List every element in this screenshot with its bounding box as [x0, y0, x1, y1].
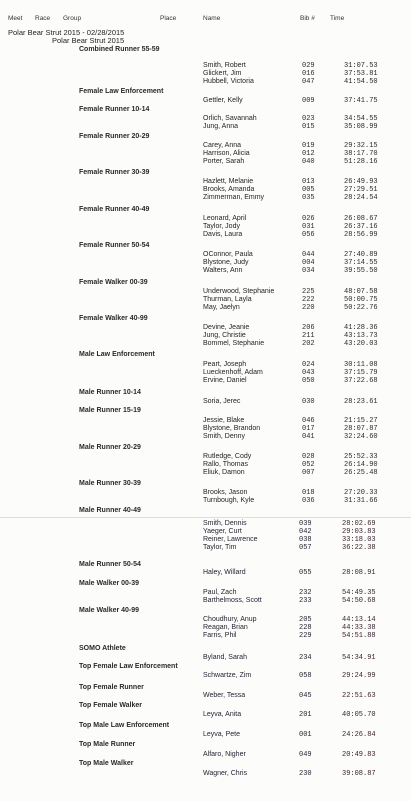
- bib-number: 050: [302, 377, 315, 385]
- finish-time: 38:17.70: [344, 150, 378, 158]
- bib-number: 201: [299, 711, 312, 719]
- finish-time: 29:03.83: [342, 528, 376, 536]
- group-heading: Combined Runner 55-59: [79, 46, 160, 53]
- bib-number: 046: [302, 417, 315, 425]
- finish-time: 36:22.38: [342, 544, 376, 552]
- group-heading: Male Walker 00-39: [79, 580, 140, 587]
- col-header-group: Group: [63, 15, 82, 22]
- bib-number: 211: [302, 332, 315, 340]
- group-heading: Female Runner 30-39: [79, 169, 150, 176]
- bib-number: 009: [302, 97, 315, 105]
- bib-number: 019: [302, 142, 315, 150]
- group-heading: Female Walker 40-99: [79, 315, 148, 322]
- col-header-time: Time: [330, 15, 345, 22]
- bib-number: 055: [299, 569, 312, 577]
- finish-time: 37:22.68: [344, 377, 378, 385]
- bib-number: 031: [302, 223, 315, 231]
- runner-name: Bommel, Stephanie: [203, 340, 265, 347]
- bib-number: 013: [302, 178, 315, 186]
- bib-number: 220: [302, 304, 315, 312]
- bib-number: 057: [299, 544, 312, 552]
- group-heading: Male Law Enforcement: [79, 351, 155, 358]
- bib-number: 043: [302, 369, 315, 377]
- finish-time: 54:51.88: [342, 632, 376, 640]
- bib-number: 024: [302, 361, 315, 369]
- group-heading: Male Runner 30-39: [79, 480, 141, 487]
- runner-name: Taylor, Jody: [203, 223, 240, 230]
- runner-name: Jessie, Blake: [203, 417, 245, 424]
- bib-number: 052: [302, 461, 315, 469]
- bib-number: 005: [302, 186, 315, 194]
- runner-name: Smith, Dennis: [203, 520, 247, 527]
- group-heading: Female Law Enforcement: [79, 88, 164, 95]
- finish-time: 41:54.50: [344, 78, 378, 86]
- finish-time: 54:50.68: [342, 597, 376, 605]
- col-header-name: Name: [203, 15, 221, 22]
- runner-name: Byland, Sarah: [203, 654, 247, 661]
- finish-time: 28:23.61: [344, 398, 378, 406]
- bib-number: 030: [302, 398, 315, 406]
- runner-name: Smith, Robert: [203, 62, 246, 69]
- finish-time: 37:15.79: [344, 369, 378, 377]
- col-header-place: Place: [160, 15, 177, 22]
- finish-time: 41:28.36: [344, 324, 378, 332]
- bib-number: 016: [302, 70, 315, 78]
- runner-name: Taylor, Tim: [203, 544, 237, 551]
- runner-name: Smith, Denny: [203, 433, 246, 440]
- runner-name: Zimmerman, Emmy: [203, 194, 265, 201]
- finish-time: 25:52.33: [344, 453, 378, 461]
- runner-name: Paul, Zach: [203, 589, 237, 596]
- col-header-race: Race: [35, 15, 51, 22]
- finish-time: 31:07.53: [344, 62, 378, 70]
- bib-number: 007: [302, 469, 315, 477]
- bib-number: 225: [302, 288, 315, 296]
- finish-time: 26:37.16: [344, 223, 378, 231]
- runner-name: Rallo, Thomas: [203, 461, 249, 468]
- bib-number: 038: [299, 536, 312, 544]
- group-heading: Top Female Walker: [79, 702, 143, 709]
- finish-time: 28:07.87: [344, 425, 378, 433]
- group-heading: Top Male Runner: [79, 741, 136, 748]
- group-heading: Male Runner 20-29: [79, 444, 141, 451]
- runner-name: Porter, Sarah: [203, 158, 245, 165]
- bib-number: 001: [299, 731, 312, 739]
- runner-name: Reagan, Brian: [203, 624, 248, 631]
- group-heading: Male Runner 10-14: [79, 389, 141, 396]
- bib-number: 233: [299, 597, 312, 605]
- group-heading: Male Walker 40-99: [79, 607, 140, 614]
- finish-time: 33:18.03: [342, 536, 376, 544]
- runner-name: Alfaro, Nigher: [203, 751, 246, 758]
- finish-time: 27:40.89: [344, 251, 378, 259]
- runner-name: Jung, Christie: [203, 332, 246, 339]
- finish-time: 39:55.50: [344, 267, 378, 275]
- bib-number: 026: [302, 215, 315, 223]
- bib-number: 012: [302, 150, 315, 158]
- runner-name: Underwood, Stephanie: [203, 288, 275, 295]
- runner-name: Blystone, Judy: [203, 259, 249, 266]
- group-heading: Female Runner 10-14: [79, 106, 150, 113]
- group-heading: Top Male Walker: [79, 760, 134, 767]
- group-heading: Male Runner 15-19: [79, 407, 141, 414]
- runner-name: Schwartze, Zim: [203, 672, 252, 679]
- runner-name: Carey, Anna: [203, 142, 242, 149]
- bib-number: 034: [302, 267, 315, 275]
- page-fold-divider: [0, 517, 411, 518]
- bib-number: 044: [302, 251, 315, 259]
- group-heading: Female Runner 40-49: [79, 206, 150, 213]
- finish-time: 43:20.03: [344, 340, 378, 348]
- finish-time: 54:34.91: [342, 654, 376, 662]
- finish-time: 44:33.38: [342, 624, 376, 632]
- runner-name: Brooks, Amanda: [203, 186, 255, 193]
- runner-name: Davis, Laura: [203, 231, 243, 238]
- finish-time: 31:31.66: [344, 497, 378, 505]
- finish-time: 29:32.15: [344, 142, 378, 150]
- finish-time: 28:24.54: [344, 194, 378, 202]
- bib-number: 028: [302, 453, 315, 461]
- bib-number: 234: [299, 654, 312, 662]
- finish-time: 40:05.70: [342, 711, 376, 719]
- runner-name: Peart, Joseph: [203, 361, 247, 368]
- runner-name: Yaeger, Curt: [203, 528, 242, 535]
- finish-time: 20:49.83: [342, 751, 376, 759]
- group-heading: Top Female Law Enforcement: [79, 663, 178, 670]
- runner-name: Devine, Jeanie: [203, 324, 250, 331]
- col-header-bib: Bib #: [300, 15, 315, 22]
- group-heading: SOMO Athlete: [79, 645, 126, 652]
- runner-name: Haley, Willard: [203, 569, 246, 576]
- finish-time: 21:15.27: [344, 417, 378, 425]
- bib-number: 041: [302, 433, 315, 441]
- group-heading: Female Runner 20-29: [79, 133, 150, 140]
- bib-number: 029: [302, 62, 315, 70]
- group-heading: Female Walker 00-39: [79, 279, 148, 286]
- runner-name: Reiner, Lawrence: [203, 536, 258, 543]
- runner-name: Wagner, Chris: [203, 770, 248, 777]
- runner-name: Hubbell, Victoria: [203, 78, 254, 85]
- bib-number: 018: [302, 489, 315, 497]
- finish-time: 28:56.99: [344, 231, 378, 239]
- runner-name: Eliuk, Damon: [203, 469, 245, 476]
- runner-name: Rutledge, Cody: [203, 453, 252, 460]
- bib-number: 049: [299, 751, 312, 759]
- runner-name: May, Jaelyn: [203, 304, 240, 311]
- finish-time: 22:51.63: [342, 692, 376, 700]
- runner-name: Leyva, Anita: [203, 711, 242, 718]
- bib-number: 230: [299, 770, 312, 778]
- finish-time: 26:08.67: [344, 215, 378, 223]
- finish-time: 27:29.51: [344, 186, 378, 194]
- runner-name: Choudhury, Anup: [203, 616, 257, 623]
- finish-time: 54:49.35: [342, 589, 376, 597]
- race-title: Polar Bear Strut 2015: [52, 36, 125, 45]
- group-heading: Female Runner 50-54: [79, 242, 150, 249]
- runner-name: Brooks, Jason: [203, 489, 248, 496]
- bib-number: 015: [302, 123, 315, 131]
- finish-time: 48:07.58: [344, 288, 378, 296]
- finish-time: 37:53.81: [344, 70, 378, 78]
- finish-time: 37:41.75: [344, 97, 378, 105]
- runner-name: Turnbough, Kyle: [203, 497, 255, 504]
- finish-time: 29:24.99: [342, 672, 376, 680]
- finish-time: 26:14.90: [344, 461, 378, 469]
- bib-number: 023: [302, 115, 315, 123]
- finish-time: 37:14.55: [344, 259, 378, 267]
- bib-number: 040: [302, 158, 315, 166]
- bib-number: 228: [299, 624, 312, 632]
- bib-number: 205: [299, 616, 312, 624]
- runner-name: Weber, Tessa: [203, 692, 246, 699]
- runner-name: Leonard, April: [203, 215, 247, 222]
- bib-number: 036: [302, 497, 315, 505]
- finish-time: 51:28.16: [344, 158, 378, 166]
- runner-name: Barthelmoss, Scott: [203, 597, 262, 604]
- bib-number: 047: [302, 78, 315, 86]
- finish-time: 34:54.55: [344, 115, 378, 123]
- col-header-meet: Meet: [8, 15, 23, 22]
- bib-number: 206: [302, 324, 315, 332]
- finish-time: 44:13.14: [342, 616, 376, 624]
- finish-time: 28:02.69: [342, 520, 376, 528]
- finish-time: 30:11.08: [344, 361, 378, 369]
- bib-number: 058: [299, 672, 312, 680]
- group-heading: Male Runner 50-54: [79, 561, 141, 568]
- bib-number: 232: [299, 589, 312, 597]
- runner-name: Hazlett, Melanie: [203, 178, 254, 185]
- finish-time: 50:22.76: [344, 304, 378, 312]
- finish-time: 50:00.75: [344, 296, 378, 304]
- bib-number: 035: [302, 194, 315, 202]
- finish-time: 26:49.93: [344, 178, 378, 186]
- finish-time: 24:26.84: [342, 731, 376, 739]
- runner-name: OConnor, Paula: [203, 251, 253, 258]
- bib-number: 004: [302, 259, 315, 267]
- group-heading: Top Male Law Enforcement: [79, 722, 170, 729]
- finish-time: 28:08.91: [342, 569, 376, 577]
- runner-name: Gettler, Kelly: [203, 97, 243, 104]
- runner-name: Orlich, Savannah: [203, 115, 257, 122]
- bib-number: 222: [302, 296, 315, 304]
- finish-time: 43:13.73: [344, 332, 378, 340]
- runner-name: Walters, Ann: [203, 267, 243, 274]
- runner-name: Jung, Anna: [203, 123, 239, 130]
- runner-name: Soria, Jerec: [203, 398, 241, 405]
- bib-number: 017: [302, 425, 315, 433]
- runner-name: Ervine, Daniel: [203, 377, 247, 384]
- meet-title: Polar Bear Strut 2015 - 02/28/2015: [8, 28, 125, 37]
- finish-time: 39:08.87: [342, 770, 376, 778]
- runner-name: Lueckenhoff, Adam: [203, 369, 263, 376]
- bib-number: 042: [299, 528, 312, 536]
- group-heading: Male Runner 40-49: [79, 507, 141, 514]
- bib-number: 229: [299, 632, 312, 640]
- finish-time: 32:24.60: [344, 433, 378, 441]
- finish-time: 26:25.48: [344, 469, 378, 477]
- runner-name: Farris, Phil: [203, 632, 237, 639]
- bib-number: 056: [302, 231, 315, 239]
- group-heading: Top Female Runner: [79, 684, 144, 691]
- runner-name: Thurman, Layla: [203, 296, 252, 303]
- bib-number: 039: [299, 520, 312, 528]
- bib-number: 045: [299, 692, 312, 700]
- runner-name: Glickert, Jim: [203, 70, 242, 77]
- runner-name: Leyva, Pete: [203, 731, 240, 738]
- runner-name: Blystone, Brandon: [203, 425, 261, 432]
- finish-time: 35:08.99: [344, 123, 378, 131]
- finish-time: 27:20.33: [344, 489, 378, 497]
- runner-name: Harrison, Alicia: [203, 150, 250, 157]
- bib-number: 202: [302, 340, 315, 348]
